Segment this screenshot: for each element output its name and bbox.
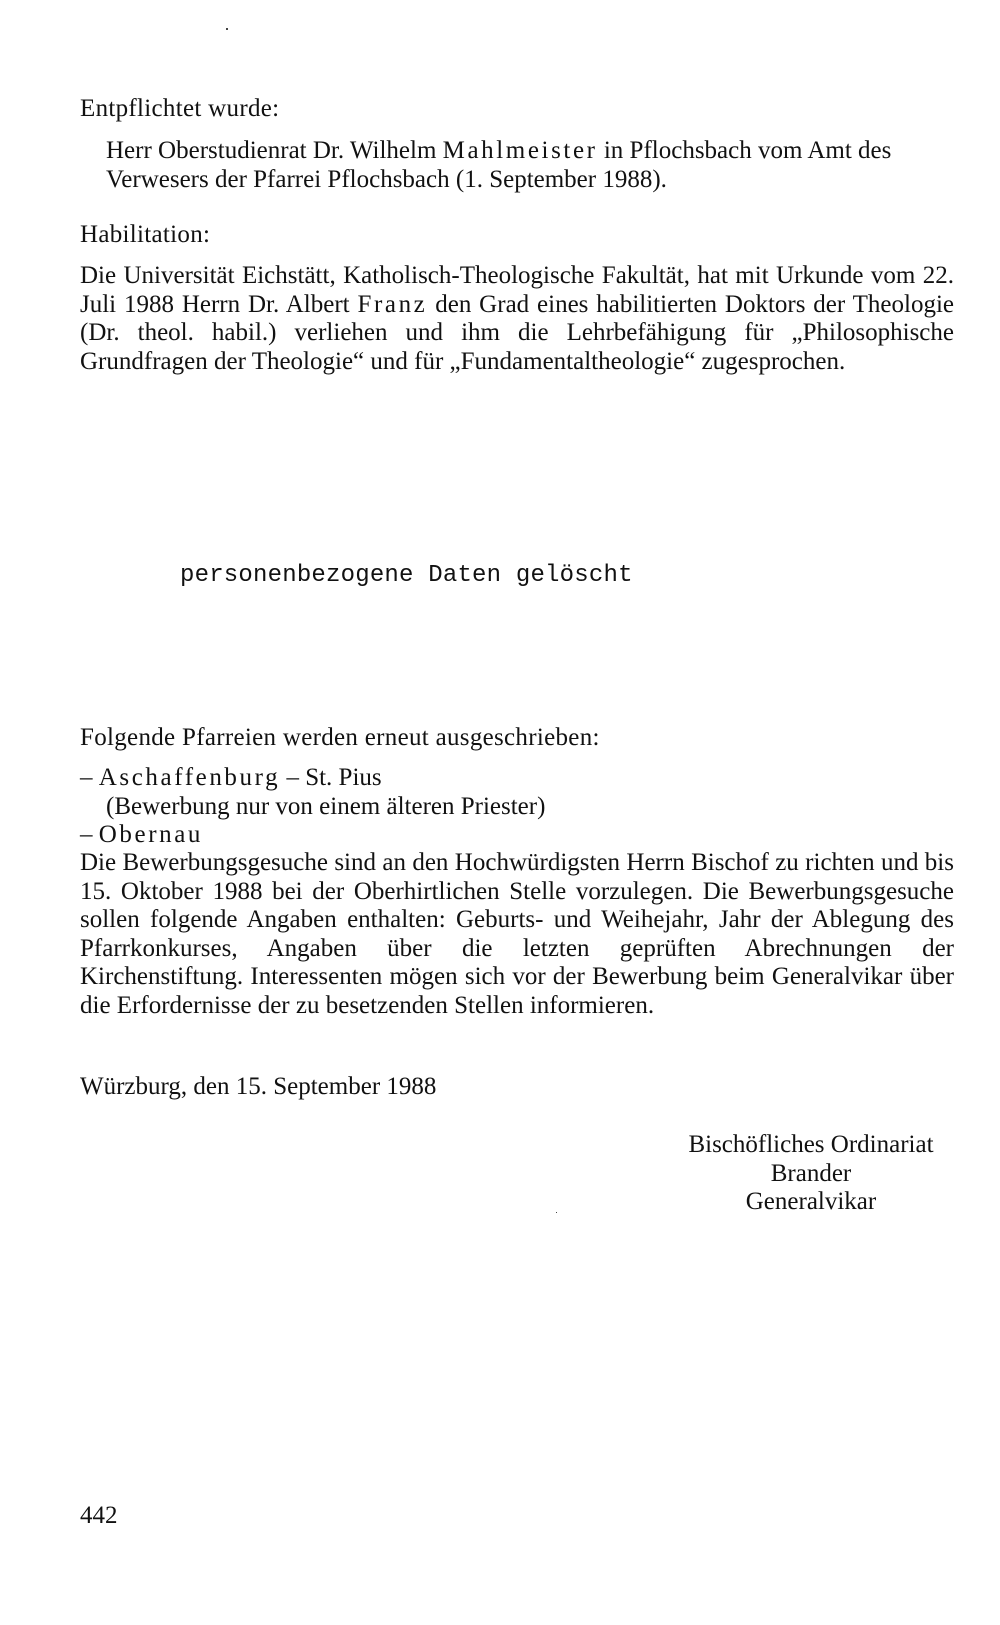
signature-line-title: Generalvikar — [745, 1188, 877, 1215]
signature-line-name: Brander — [770, 1159, 852, 1187]
habilitation-name: Franz — [357, 290, 428, 318]
entpflichtet-paragraph — [106, 137, 954, 194]
place-date: Würzburg, den 15. September 1988 — [80, 1073, 437, 1100]
entpflichtet-text-start: Herr Oberstudienrat Dr. Wilhelm — [106, 137, 443, 164]
signature-line-office: Bischöfliches Ordinariat — [688, 1131, 934, 1158]
entpflichtet-name: Mahlmeister — [442, 137, 598, 164]
habilitation-paragraph — [80, 262, 954, 376]
parish-list — [80, 764, 956, 850]
parish-item-note: (Bewerbung nur von einem älteren Priester) — [106, 792, 546, 820]
redaction-note: personenbezogene Daten gelöscht — [180, 562, 633, 589]
ausschreibung-body: Die Bewerbungsgesuche sind an den Hochwürdigsten Herrn Bischof zu richten und bis 15. Oktober 1988 bei der Oberhirtlichen Stelle vorzulegen. Die Bewerbungsgesuche sollen folgende Angaben enthalten: Geburts- und Weihejahr, Jahr der Ablegung des Pfarrkonkurses, Angaben über die letzten geprüften Abrechnungen der Kirchenstiftung. Interessenten mögen sich vor der Bewerbung beim Generalvikar über die Erfordernisse der zu besetzenden Stellen informieren. — [80, 849, 954, 1019]
signature-block — [666, 1131, 956, 1217]
parish-item-dash: – — [80, 764, 99, 791]
entpflichtet-text-end: in Pflochsbach vom Amt des Verwesers der Pfarrei Pflochsbach (1. September 1988). — [106, 137, 892, 193]
ausschreibung-heading: Folgende Pfarreien werden erneut ausgeschrieben: — [80, 724, 600, 751]
parish-item-aschaffenburg — [80, 764, 956, 793]
scan-speck — [226, 28, 228, 30]
scan-speck — [556, 1212, 557, 1213]
parish-place-aschaffenburg: Aschaffenburg — [98, 764, 281, 791]
parish-item-rest: – St. Pius — [280, 764, 382, 791]
parish-item-dash: – — [80, 821, 99, 848]
parish-place-obernau: Obernau — [98, 821, 204, 848]
entpflichtet-heading: Entpflichtet wurde: — [80, 95, 280, 122]
page-number: 442 — [80, 1502, 118, 1529]
habilitation-text-end: den Grad eines habilitierten Doktors der Theologie (Dr. theol. habil.) verliehen und ihm die Lehrbefähigung für „Philosophische Grundfragen der Theologie“ und für „Fundamentaltheologie“ zugesprochen. — [80, 290, 954, 375]
parish-item-obernau — [80, 821, 956, 850]
habilitation-text-start: Die Universität Eichstätt, Katholisch-Theologische Fakultät, hat mit Urkunde vom 22. Juli 1988 Herrn Dr. Albert — [80, 262, 954, 318]
habilitation-heading: Habilitation: — [80, 221, 211, 248]
